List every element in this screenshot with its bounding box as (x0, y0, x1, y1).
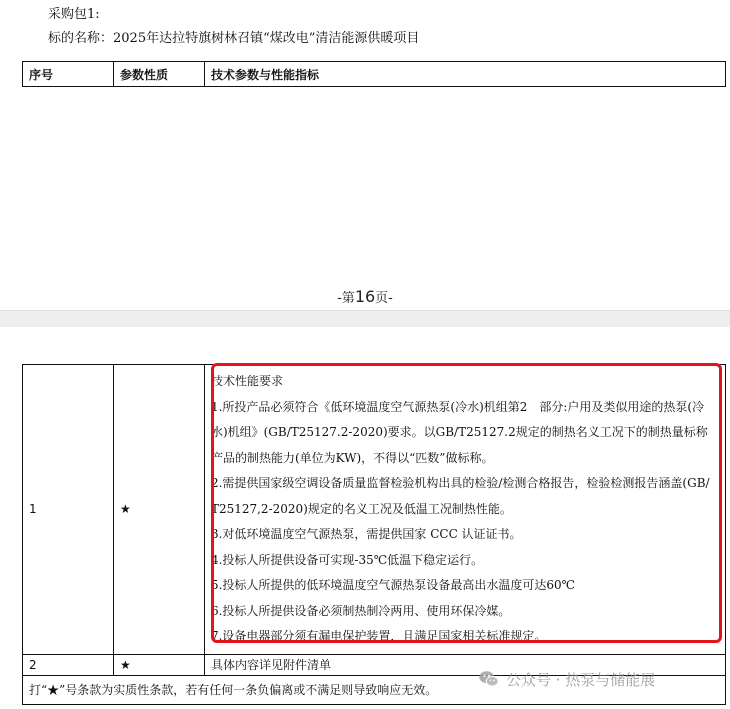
header-nature: 参数性质 (113, 62, 204, 87)
table-note: 打“★”号条款为实质性条款，若有任何一条负偏离或不满足则导致响应无效。 (23, 675, 726, 704)
spec-content (204, 365, 725, 655)
spec-title: 技术性能要求 (210, 374, 283, 388)
header-row (23, 62, 726, 87)
watermark-text: 公众号 · 热泵与储能展 (506, 670, 656, 689)
page-number-footer (0, 287, 730, 306)
page-number-prefix: -第 (337, 291, 355, 306)
wechat-icon (478, 668, 500, 690)
spec-item-2: 2.需提供国家级空调设备质量监督检验机构出具的检验/检测合格报告，检验检测报告涵盖(GB/T25127,2-2020)规定的名义工况及低温工况制热性能。 (210, 476, 710, 516)
page-separator (0, 310, 730, 328)
watermark (478, 665, 655, 693)
row-seq: 1 (23, 365, 114, 655)
document-page-bottom (0, 327, 730, 709)
row-seq: 2 (23, 654, 114, 675)
spec-item-5: 5.投标人所提供的低环境温度空气源热泵设备最高出水温度可达60℃ (210, 578, 576, 592)
page-number-suffix: 页- (375, 291, 393, 306)
row-nature-star: ★ (113, 365, 204, 655)
row-nature-star: ★ (113, 654, 204, 675)
package-label: 采购包1: (48, 7, 100, 22)
row-spec-text: 具体内容详见附件清单 (204, 654, 725, 675)
spec-item-4: 4.投标人所提供设备可实现-35℃低温下稳定运行。 (210, 552, 484, 567)
table-row (23, 365, 726, 655)
page-number: 16 (354, 287, 376, 306)
header-spec: 技术参数与性能指标 (204, 62, 725, 87)
header-seq: 序号 (23, 62, 114, 87)
spec-table (22, 364, 726, 705)
spec-item-1: 1.所投产品必须符合《低环境温度空气源热泵(冷水)机组第2 部分:户用及类似用途的热泵(冷水)机组》(GB/T25127.2-2020)要求。以GB/T25127.2规定的制热名义工况下的制热量标称产品的制热能力(单位为KW)，不得以“匹数”做标称。 (210, 399, 708, 465)
document-page-top (0, 0, 730, 310)
spec-item-6: 6.投标人所提供设备必须制热制冷两用、使用环保冷媒。 (210, 603, 511, 618)
spec-item-3: 3.对低环境温度空气源热泵，需提供国家 CCC 认证证书。 (210, 527, 522, 541)
spec-item-7: 7.设备电器部分须有漏电保护装置，且满足国家相关标准规定。 (210, 629, 547, 643)
table-header-row (22, 61, 726, 87)
project-name-label: 标的名称：2025年达拉特旗树林召镇“煤改电”清洁能源供暖项目 (48, 31, 420, 46)
